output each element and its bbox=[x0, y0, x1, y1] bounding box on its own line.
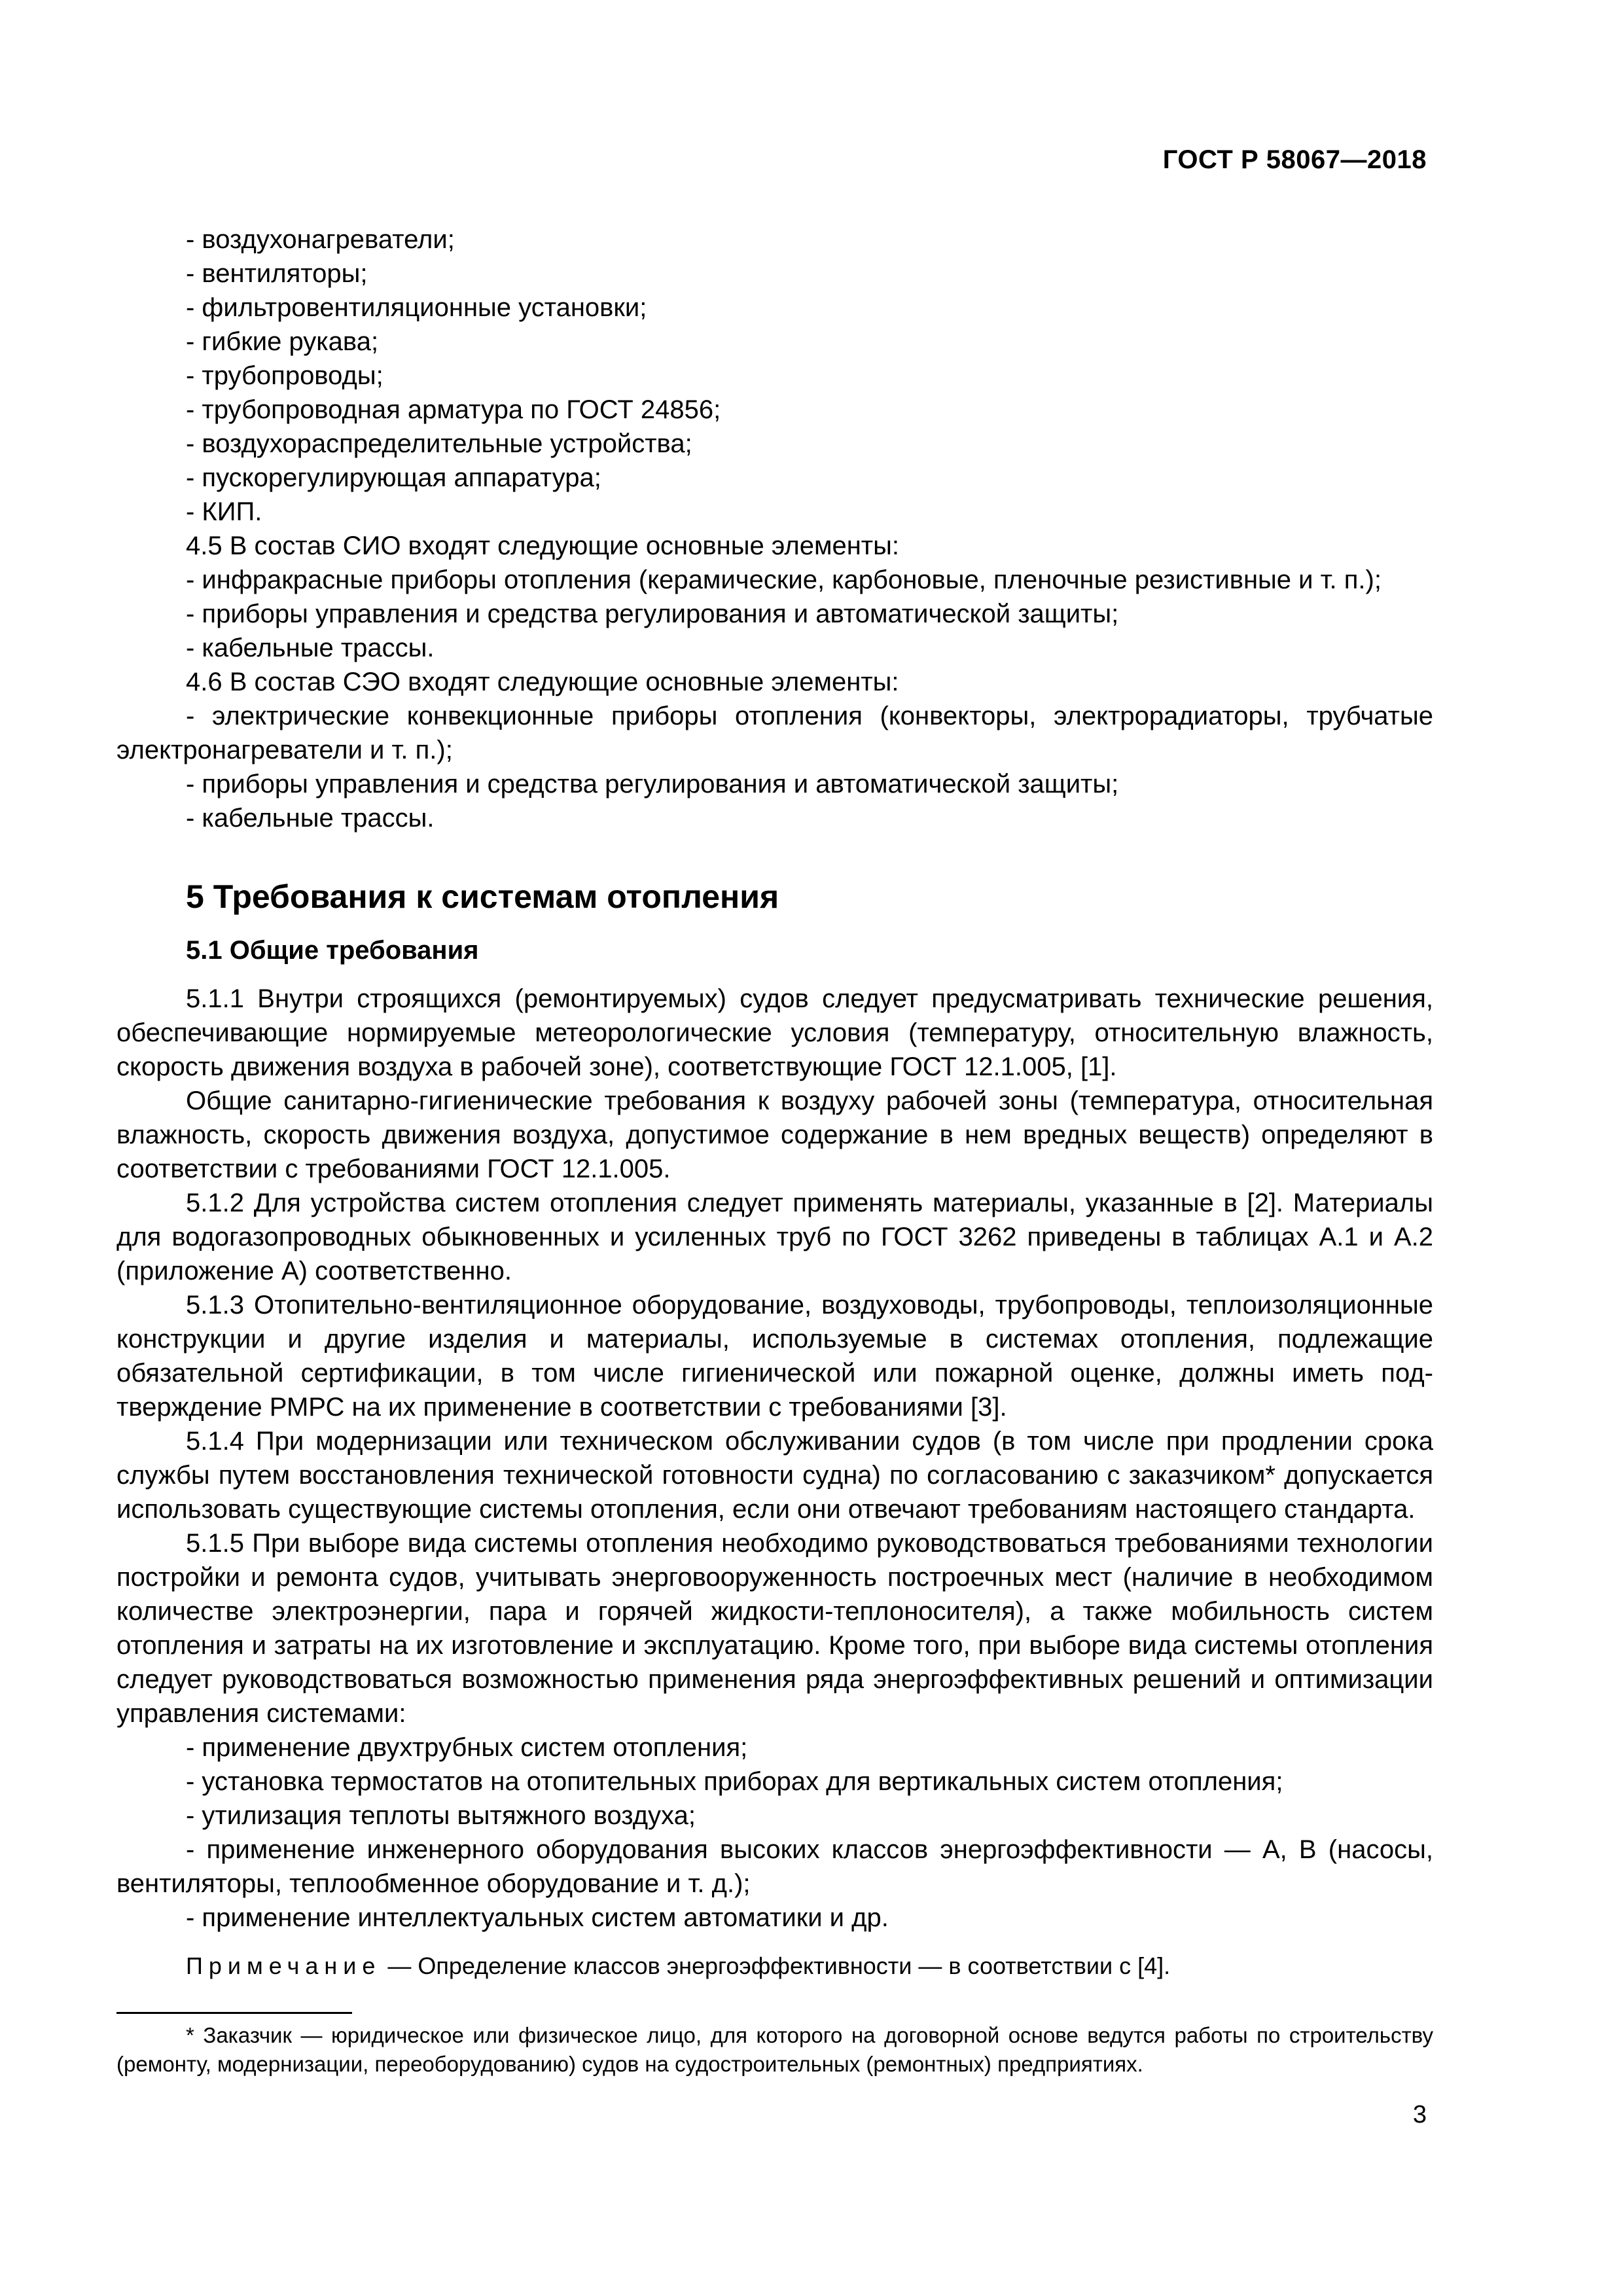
list-item: - кабельные трассы. bbox=[186, 634, 435, 662]
list-item: - фильтровентиляционные установки; bbox=[186, 293, 647, 322]
clause-4-6: 4.6 В состав СЭО входят следующие основные элементы: bbox=[186, 668, 899, 696]
document-header: ГОСТ Р 58067—2018 bbox=[1162, 145, 1427, 174]
document-body bbox=[116, 223, 1433, 1983]
list-item: - применение двухтрубных систем отопления; bbox=[186, 1733, 748, 1762]
footnote-separator bbox=[116, 2012, 352, 2014]
list-item: - кабельные трассы. bbox=[186, 804, 435, 833]
list-item: - установка термостатов на отопительных приборах для вертикальных систем отопления; bbox=[186, 1767, 1283, 1796]
list-item: - применение интеллектуальных систем автоматики и др. bbox=[186, 1903, 889, 1932]
section-5-title: 5 Требования к системам отопления bbox=[186, 878, 779, 915]
footnote: * Заказчик — юридическое или физическое лицо, для которого на договорной основе ведутся работы по строительству (ремонту, модернизации, переоборудованию) судов на судостроительных (ремонтных) предприятиях. bbox=[116, 2023, 1433, 2076]
list-item: - применение инженерного оборудования высоких классов энергоэффективности — А, В (насосы, вентиляторы, теплообменное оборудование и т. д.); bbox=[116, 1835, 1433, 1898]
list-item: - гибкие рукава; bbox=[186, 327, 379, 356]
list-item: - вентиляторы; bbox=[186, 259, 368, 288]
list-item: - приборы управления и средства регулирования и автоматической защиты; bbox=[186, 770, 1119, 798]
list-item: - трубопроводы; bbox=[186, 361, 383, 390]
list-item: - КИП. bbox=[186, 497, 262, 526]
note-text: — Определение классов энергоэффективности — в соответствии с [4]. bbox=[387, 1952, 1171, 1979]
list-item: - электрические конвекционные приборы отопления (конвекторы, электрорадиаторы, трубчатые электронагреватели и т. п.); bbox=[116, 702, 1433, 764]
page-number: 3 bbox=[1412, 2101, 1427, 2128]
clause-4-5: 4.5 В состав СИО входят следующие основные элементы: bbox=[186, 531, 899, 560]
note-label: Примечание bbox=[186, 1952, 382, 1979]
list-item: - пускорегулирующая аппаратура; bbox=[186, 463, 601, 492]
clause-5-1-1: 5.1.1 Внутри строящихся (ремонтируемых) судов следует предусматривать технические решения, обеспечивающие нормируемые метеорологические условия (температуру, относительную влажность, скорость движения воздуха в рабочей зоне), соответствующие ГОСТ 12.1.005, [1]. bbox=[116, 984, 1433, 1081]
list-item: - воздухораспределительные устройства; bbox=[186, 429, 692, 458]
list-item: - трубопроводная арматура по ГОСТ 24856; bbox=[186, 395, 721, 424]
clause-5-1-2: 5.1.2 Для устройства систем отопления следует применять материалы, указанные в [2]. Материалы для водогазопроводных обыкновенных и усиленных труб по ГОСТ 3262 приведены в таблицах А.1 и А.2 (приложение А) соответственно. bbox=[116, 1189, 1433, 1285]
clause-5-1-5: 5.1.5 При выборе вида системы отопления необходимо руководствоваться требованиями технологии постройки и ремонта судов, учитывать энерговооруженность построечных мест (наличие в необходимом количестве электроэнергии, пара и горячей жидкости-теплоносителя), а также мобильность систем отопления и затраты на их изготовление и эксплуатацию. Кроме того, при выборе вида системы отопления следует руководствоваться возможностью применения ряда энергоэффективных решений и оптимизации управления системами: bbox=[116, 1529, 1433, 1728]
list-item: - утилизация теплоты вытяжного воздуха; bbox=[186, 1801, 696, 1830]
list-item: - воздухонагреватели; bbox=[186, 225, 455, 254]
clause-5-1-4: 5.1.4 При модернизации или техническом обслуживании судов (в том числе при продлении срока службы путем восстановления технической готовности судна) по согласованию с заказчиком* допускается использовать существующие системы отопления, если они отвечают требованиям настоящего стандарта. bbox=[116, 1427, 1433, 1524]
clause-5-1-3: 5.1.3 Отопительно-вентиляционное оборудование, воздуховоды, трубопроводы, теплоизоляционные конструкции и другие изделия и материалы, используемые в системах отопления, подлежащие обязательной сертификации, в том числе гигиенической или пожарной оценке, должны иметь подтверждение РМРС на их применение в соответствии с требованиями [3]. bbox=[116, 1291, 1433, 1422]
list-item: - приборы управления и средства регулирования и автоматической защиты; bbox=[186, 600, 1119, 628]
paragraph: Общие санитарно-гигиенические требования к воздуху рабочей зоны (температура, относительная влажность, скорость движения воздуха, допустимое содержание в нем вредных веществ) определяют в соответствии с требованиями ГОСТ 12.1.005. bbox=[116, 1086, 1433, 1183]
note bbox=[116, 1949, 1433, 1983]
list-item: - инфракрасные приборы отопления (керамические, карбоновые, пленочные резистивные и т. п.); bbox=[186, 565, 1382, 594]
section-5-1-title: 5.1 Общие требования bbox=[186, 936, 479, 965]
